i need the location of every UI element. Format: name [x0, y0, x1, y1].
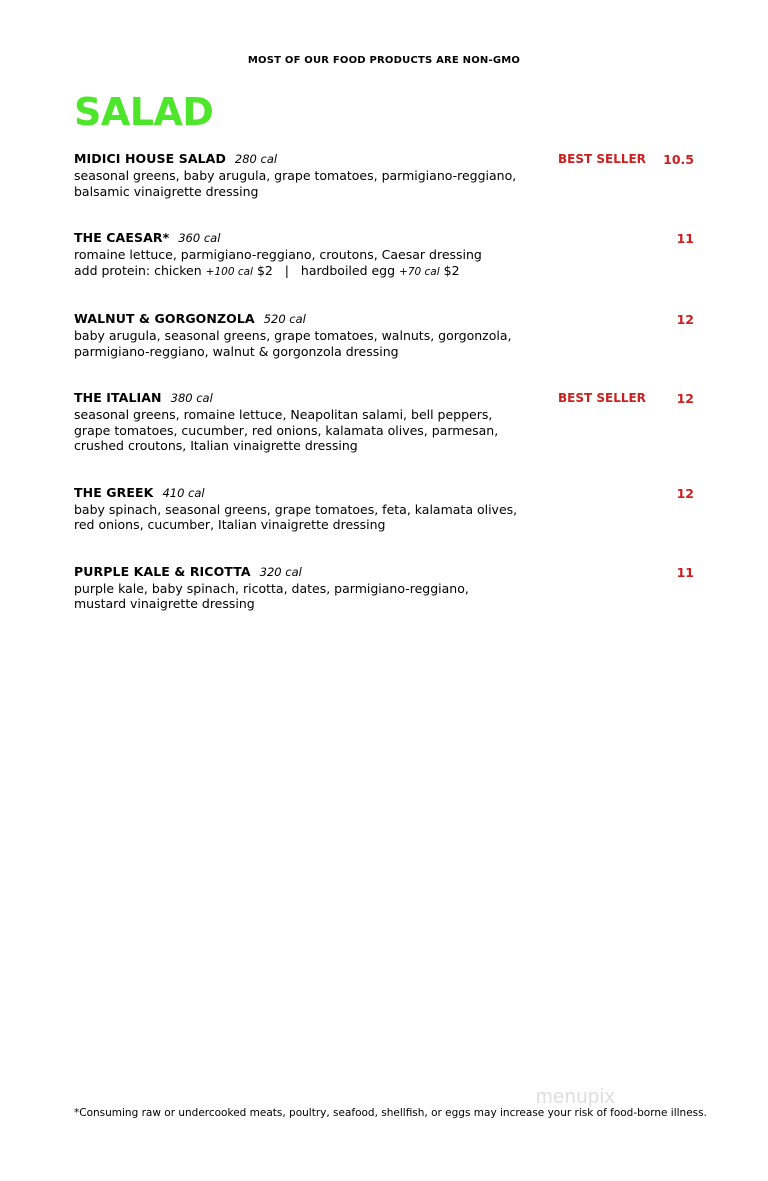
- chicken-price: $2: [256, 262, 273, 278]
- menu-item-name: MIDICI HOUSE SALAD: [74, 151, 226, 166]
- menu-item: [74, 230, 694, 280]
- menu-item-description: red onions, cucumber, Italian vinaigrette dressing: [74, 517, 386, 532]
- menu-item-description: baby spinach, seasonal greens, grape tomatoes, feta, kalamata olives,: [74, 501, 518, 517]
- food-safety-footnote: *Consuming raw or undercooked meats, poultry, seafood, shellfish, or eggs may increase your risk of food-borne illness.: [74, 1107, 707, 1119]
- chicken-calories: +100 cal: [205, 265, 253, 278]
- egg-calories: +70 cal: [399, 265, 440, 278]
- menu-item-price: 12: [676, 391, 694, 406]
- menu-item-name: PURPLE KALE & RICOTTA: [74, 563, 251, 579]
- add-protein-label: add protein: chicken: [74, 262, 202, 278]
- menu-item-header: [74, 311, 694, 328]
- best-seller-badge: BEST SELLER: [558, 152, 646, 166]
- menu-item-header: [74, 230, 694, 247]
- section-title: SALAD: [74, 90, 214, 134]
- menu-item-name: THE CAESAR*: [74, 230, 170, 245]
- menu-list: [74, 151, 694, 643]
- best-seller-badge: BEST SELLER: [558, 391, 646, 405]
- menu-item-name: THE ITALIAN: [74, 390, 162, 405]
- menu-item: [74, 564, 694, 612]
- menu-item: [74, 485, 694, 533]
- menu-item-description: purple kale, baby spinach, ricotta, dates, parmigiano-reggiano,: [74, 580, 469, 596]
- menu-item-name: THE GREEK: [74, 484, 154, 500]
- menu-item-price: 11: [676, 564, 694, 580]
- menu-item-price: 12: [676, 485, 694, 501]
- menu-item: [74, 390, 694, 454]
- menu-item-description: romaine lettuce, parmigiano-reggiano, croutons, Caesar dressing: [74, 247, 482, 262]
- menu-item-description: seasonal greens, romaine lettuce, Neapolitan salami, bell peppers,: [74, 407, 493, 422]
- menu-item-calories: 520 cal: [263, 312, 306, 326]
- menu-item-calories: 360 cal: [178, 231, 221, 245]
- menu-item-description: parmigiano-reggiano, walnut & gorgonzola dressing: [74, 343, 399, 359]
- menu-item-calories: 380 cal: [170, 391, 213, 405]
- menu-item-description: seasonal greens, baby arugula, grape tomatoes, parmigiano-reggiano,: [74, 168, 517, 183]
- separator: |: [284, 262, 289, 278]
- egg-label: hardboiled egg: [300, 262, 396, 278]
- menu-item-price: 11: [676, 231, 694, 246]
- menu-item-description: mustard vinaigrette dressing: [74, 596, 255, 611]
- add-protein-line: [74, 263, 694, 281]
- menu-item-calories: 320 cal: [259, 564, 302, 579]
- menu-item: [74, 151, 694, 199]
- menu-item-name: WALNUT & GORGONZOLA: [74, 311, 255, 326]
- menupix-watermark: menupix: [536, 1086, 616, 1108]
- menu-item-description: balsamic vinaigrette dressing: [74, 183, 259, 199]
- menu-item: [74, 311, 694, 359]
- menu-item-header: [74, 485, 694, 502]
- menu-item-price: 10.5: [663, 152, 694, 167]
- menu-item-description: baby arugula, seasonal greens, grape tomatoes, walnuts, gorgonzola,: [74, 328, 512, 343]
- menu-item-header: [74, 564, 694, 581]
- non-gmo-banner: MOST OF OUR FOOD PRODUCTS ARE NON-GMO: [247, 55, 521, 66]
- menu-item-description: grape tomatoes, cucumber, red onions, kalamata olives, parmesan,: [74, 422, 499, 438]
- menu-item-calories: 280 cal: [234, 152, 278, 166]
- egg-price: $2: [443, 262, 460, 278]
- menu-item-description: crushed croutons, Italian vinaigrette dressing: [74, 438, 358, 453]
- menu-item-calories: 410 cal: [162, 485, 205, 500]
- menu-item-price: 12: [676, 312, 694, 327]
